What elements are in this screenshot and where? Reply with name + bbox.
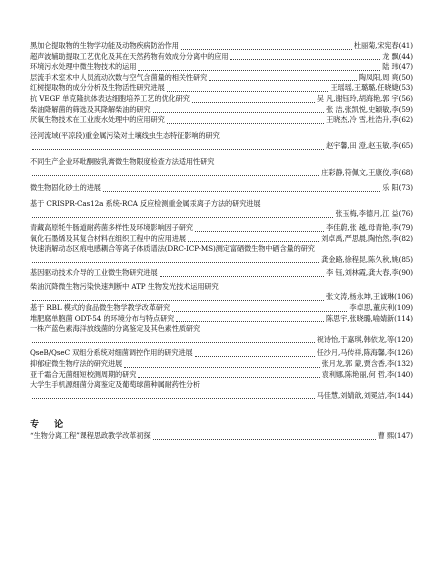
entry-page: 47 xyxy=(401,62,411,72)
entry-title: 超声波辅助提取工艺优化及其在天然药物有效成分分离中的应用 xyxy=(30,51,229,61)
entry-title: 基于 CRISPR-Cas12a 系统-RCA 反应检测重金属汞离子方法的研究进展 xyxy=(30,198,261,208)
entry-page: 59 xyxy=(401,104,411,114)
toc-entry[interactable] xyxy=(30,324,413,345)
entry-page: 56 xyxy=(401,93,411,103)
entry-page: 106 xyxy=(396,292,411,302)
entry-authors: 赵宇馨,田 澄,赵玉敏,李 xyxy=(326,141,399,151)
entry-page: 140 xyxy=(396,369,411,379)
dot-leader xyxy=(181,49,352,50)
dot-leader xyxy=(138,70,380,71)
entry-title: 快速消解动态区痕电感耦合等离子体质谱法(DRC-ICP-MS)测定富硒微生物中硒含量的研究 xyxy=(30,244,315,254)
toc-entry[interactable] xyxy=(30,431,413,442)
toc-entry[interactable] xyxy=(30,41,413,52)
toc-entry[interactable] xyxy=(30,314,413,325)
entry-page: 90 xyxy=(401,268,411,278)
toc-entry[interactable] xyxy=(30,183,413,194)
entry-page: 44 xyxy=(401,51,411,61)
toc-entry[interactable] xyxy=(30,303,413,314)
dot-leader xyxy=(167,91,329,92)
dot-leader xyxy=(209,80,357,81)
dot-leader xyxy=(32,175,319,176)
entry-authors: 李 钰,刘林霞,龚大春,李 xyxy=(326,268,399,278)
entry-authors-page: 张 洁,张凯悦,史颖敏,李(59) xyxy=(326,104,413,114)
entry-title: 红树提取物的成分分析及生物活性研究进展 xyxy=(30,83,165,93)
entry-authors: 王晓杰,冷 雪,杜浩升,李 xyxy=(326,115,399,125)
entry-authors: 袁利娜,陈艳丽,何 哲,李 xyxy=(321,369,395,379)
dot-leader xyxy=(32,149,324,150)
entry-title: 微生物固化砂土的进展 xyxy=(30,183,101,193)
dot-leader xyxy=(172,311,347,312)
toc-entry[interactable] xyxy=(30,380,413,401)
dot-leader xyxy=(195,231,324,232)
entry-authors-page: 任沙月,马传祥,陈海馨,李(126) xyxy=(316,348,413,358)
toc-entry[interactable] xyxy=(30,131,413,152)
entry-authors: 陈思宇,张晓璐,喻婧新 xyxy=(325,313,395,323)
entry-authors: 陆 玮 xyxy=(382,62,399,72)
dot-leader xyxy=(153,439,376,440)
entry-authors-page: 曹 熙(147) xyxy=(377,431,413,441)
toc-entry[interactable] xyxy=(30,105,413,116)
entry-page: 82 xyxy=(401,233,411,243)
entry-page: 109 xyxy=(396,303,411,313)
entry-authors: 刘卓禹,严思晨,陶怡然,李 xyxy=(321,233,399,243)
toc-entry[interactable] xyxy=(30,359,413,370)
entry-authors: 张文涛,杨永坤,王诚琳 xyxy=(325,292,395,302)
entry-authors-page: 龙 飘(44) xyxy=(382,51,413,61)
entry-authors-page: 陈思宇,张晓璐,喻婧新(114) xyxy=(325,313,413,323)
entry-page: 76 xyxy=(401,209,411,219)
dot-leader xyxy=(32,262,319,263)
entry-authors-page: 张文涛,杨永坤,王诚琳(106) xyxy=(325,292,413,302)
entry-authors-page: 刘卓禹,严思晨,陶怡然,李(82) xyxy=(321,233,413,243)
entry-authors-page: 祝诗怡,于嘉琪,韩依龙,等(120) xyxy=(316,334,413,344)
dot-leader xyxy=(195,356,315,357)
entry-authors-page: 杜丽菊,宋宪春(41) xyxy=(353,41,413,50)
dot-leader xyxy=(176,321,324,322)
entry-authors: 张玉梅,李德月,江 益 xyxy=(335,209,399,219)
entry-title: 堆肥腐单胞菌 ODT-54 的环境分布与特点研究 xyxy=(30,313,175,323)
entry-authors-page: 李卓思,董庆利(109) xyxy=(349,303,413,313)
entry-authors: 张月龙,郭 蒙,贾含香,李 xyxy=(321,359,395,369)
entry-authors-page: 陶凤阳,周 爽(50) xyxy=(358,72,413,82)
entry-authors-page: 张玉梅,李德月,江 益(76) xyxy=(335,209,413,219)
toc-entry[interactable] xyxy=(30,52,413,63)
entry-authors-page: 袁利娜,陈艳丽,何 哲,李(140) xyxy=(321,369,413,379)
entry-authors: 曹 熙 xyxy=(377,431,395,441)
dot-leader xyxy=(138,377,319,378)
entry-title: 不同生产企业环吡酮胺乳膏微生物限度检查方法适用性研究 xyxy=(30,156,215,166)
dot-leader xyxy=(160,276,325,277)
dot-leader xyxy=(153,112,325,113)
entry-authors: 杜丽菊,宋宪春 xyxy=(353,41,399,50)
entry-title: 环境污水处理中微生物技术的运用 xyxy=(30,62,137,72)
entry-page: 114 xyxy=(396,313,411,323)
dot-leader xyxy=(167,123,324,124)
entry-authors-page: 庄彩静,符佩文,王康佼,李(68) xyxy=(321,167,413,177)
entry-page: 144 xyxy=(396,390,411,400)
entry-authors-page: 马佳慧,刘婧歆,刘冕洁,李(144) xyxy=(316,390,413,400)
toc-entry[interactable] xyxy=(30,268,413,279)
dot-leader xyxy=(192,102,315,103)
entry-authors: 任沙月,马传祥,陈海馨,李 xyxy=(316,348,395,358)
entry-authors-page: 王瑶瑶,王璐璐,任晓婕(53) xyxy=(330,83,413,93)
dot-leader xyxy=(124,367,319,368)
entry-authors: 吴 凡,谢钰玲,胡海艳,郭 宇 xyxy=(316,93,399,103)
entry-page: 85 xyxy=(401,254,411,264)
entry-authors-page: 张月龙,郭 蒙,贾含香,李(132) xyxy=(321,359,413,369)
entry-title: “生物分离工程”课程思政教学改革初探 xyxy=(30,431,151,441)
dot-leader xyxy=(32,300,324,301)
toc-entry[interactable] xyxy=(30,348,413,359)
entry-title: 大学生手机源细菌分离鉴定及葡萄球菌种属耐药性分析 xyxy=(30,380,201,390)
entry-authors: 李卓思,董庆利 xyxy=(349,303,395,313)
entry-authors: 龙 飘 xyxy=(382,51,399,61)
toc-entry[interactable] xyxy=(30,244,413,265)
entry-page: 53 xyxy=(401,83,411,93)
entry-title: 亚千霜合无菌细短校测周期的研究 xyxy=(30,369,137,379)
entry-authors-page: 乐 阳(73) xyxy=(382,183,413,193)
entry-title: 柴油沉降微生物污染快速判断中 ATP 生物发光技术运用研究 xyxy=(30,281,219,291)
toc-entry[interactable] xyxy=(30,234,413,245)
entry-title: 青藏高原牦牛肠道耐药菌多样性及环境影响因子研究 xyxy=(30,222,194,232)
entry-title: 厌氧生物技术在工业废水处理中的应用研究 xyxy=(30,115,165,125)
entry-page: 65 xyxy=(401,141,411,151)
entry-authors-page: 吴 凡,谢钰玲,胡海艳,郭 宇(56) xyxy=(316,93,413,103)
dot-leader xyxy=(32,217,333,218)
entry-title: 抗 VEGF 单克隆抗体表达细胞培养工艺的优化研究 xyxy=(30,93,190,103)
entry-authors: 张 洁,张凯悦,史颖敏,李 xyxy=(326,104,399,114)
toc-entry[interactable] xyxy=(30,83,413,94)
entry-page: 50 xyxy=(401,72,411,82)
toc-entry[interactable] xyxy=(30,94,413,105)
entry-authors: 陶凤阳,周 爽 xyxy=(358,72,399,82)
toc-entry[interactable] xyxy=(30,115,413,126)
entry-page: 41 xyxy=(401,41,411,50)
toc-entry[interactable] xyxy=(30,223,413,234)
entry-authors: 马佳慧,刘婧歆,刘冕洁,李 xyxy=(316,390,395,400)
toc-entry[interactable] xyxy=(30,282,413,303)
entry-authors: 李佳蔚,张 越,母青艳,李 xyxy=(326,222,399,232)
entry-title: 基于 RBL 模式的食品微生物学教学改革研究 xyxy=(30,303,171,313)
entry-title: 基因驱动技术介导的工业微生物研究进展 xyxy=(30,268,158,278)
entry-authors-page: 李 钰,刘林霞,龚大春,李(90) xyxy=(326,268,413,278)
section-heading: 专 论 xyxy=(30,420,70,431)
entry-authors: 王瑶瑶,王璐璐,任晓婕 xyxy=(330,83,399,93)
entry-title: 一株产蓝色素海洋放线菌的分离鉴定及其色素性质研究 xyxy=(30,324,201,334)
entry-title: 抑郁症微生物疗法的研究进展 xyxy=(30,359,123,369)
toc-entry[interactable] xyxy=(30,157,413,178)
entry-title: 柴油降解菌的筛选及其降解柴油的研究 xyxy=(30,104,151,114)
entry-authors-page: 李佳蔚,张 越,母青艳,李(79) xyxy=(326,222,413,232)
toc-entry[interactable] xyxy=(30,62,413,73)
entry-authors-page: 赵宇馨,田 澄,赵玉敏,李(65) xyxy=(326,141,413,151)
entry-page: 126 xyxy=(396,348,411,358)
entry-authors-page: 陆 玮(47) xyxy=(382,62,413,72)
entry-authors: 龚金路,徐程昆,陈久秋,姚 xyxy=(321,254,399,264)
entry-page: 62 xyxy=(401,115,411,125)
entry-authors: 庄彩静,符佩文,王康佼,李 xyxy=(321,167,399,177)
entry-authors-page: 龚金路,徐程昆,陈久秋,姚(85) xyxy=(321,254,413,264)
table-of-contents xyxy=(30,41,413,442)
entry-page: 147 xyxy=(396,431,411,441)
dot-leader xyxy=(32,342,315,343)
toc-entry[interactable] xyxy=(30,370,413,381)
entry-page: 73 xyxy=(401,183,411,193)
dot-leader xyxy=(230,59,380,60)
dot-leader xyxy=(103,191,380,192)
dot-leader xyxy=(32,398,315,399)
entry-authors: 乐 阳 xyxy=(382,183,399,193)
entry-page: 120 xyxy=(396,334,411,344)
entry-page: 79 xyxy=(401,222,411,232)
entry-title: 层流手术室术中人员流动次数与空气含菌量的相关性研究 xyxy=(30,72,208,82)
entry-title: QseB/QseC 双组分系统对细菌调控作用的研究进展 xyxy=(30,348,193,358)
toc-entry[interactable] xyxy=(30,73,413,84)
entry-title: 氧化石墨烯及其复合材料在组织工程中的应用进展 xyxy=(30,233,186,243)
entry-page: 132 xyxy=(396,359,411,369)
entry-title: 黑加仑提取物的生物学功能及动物疾病防治作用 xyxy=(30,41,179,50)
entry-title: 泾河流域(平凉段)重金属污染对土壤线虫生态特征影响的研究 xyxy=(30,130,220,140)
toc-entry[interactable] xyxy=(30,199,413,220)
entry-authors: 祝诗怡,于嘉琪,韩依龙,等 xyxy=(316,334,395,344)
entry-page: 68 xyxy=(401,167,411,177)
dot-leader xyxy=(188,241,319,242)
entry-authors-page: 王晓杰,冷 雪,杜浩升,李(62) xyxy=(326,115,413,125)
